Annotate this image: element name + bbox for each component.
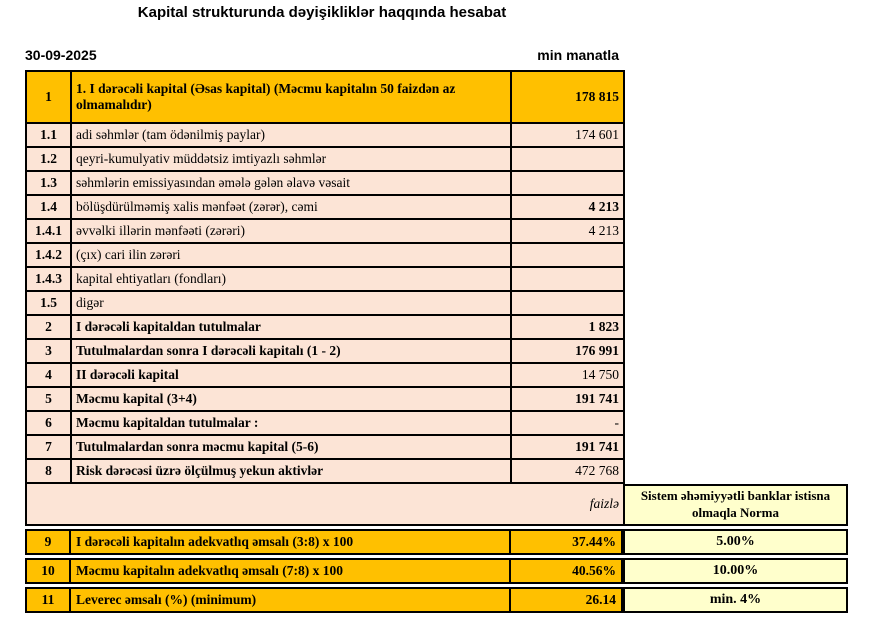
row-desc: Məcmu kapitaldan tutulmalar :	[71, 411, 511, 435]
meta-row	[25, 47, 619, 67]
row-desc: Tutulmalardan sonra məcmu kapital (5-6)	[71, 435, 511, 459]
norma-value: min. 4%	[623, 587, 848, 613]
capital-structure-table	[25, 70, 625, 526]
row-num: 6	[26, 411, 71, 435]
row-desc: I dərəcəli kapitalın adekvatlıq əmsalı (3:8) x 100	[71, 531, 511, 553]
row-value: 1 823	[511, 315, 624, 339]
ratio-row	[25, 529, 623, 555]
report-date: 30-09-2025	[25, 47, 97, 63]
row-desc: bölüşdürülməmiş xalis mənfəət (zərər), cəmi	[71, 195, 511, 219]
row-num: 9	[27, 531, 71, 553]
table-row	[26, 363, 624, 387]
row-num: 1.4	[26, 195, 71, 219]
table-row	[26, 291, 624, 315]
table-row	[26, 219, 624, 243]
ratio-row	[25, 558, 623, 584]
row-desc: Məcmu kapital (3+4)	[71, 387, 511, 411]
row-num: 11	[27, 589, 71, 611]
row-value: 14 750	[511, 363, 624, 387]
row-value: 40.56%	[572, 563, 616, 578]
row-value: 176 991	[511, 339, 624, 363]
page-title: Kapital strukturunda dəyişikliklər haqqında hesabat	[137, 4, 507, 21]
row-value	[511, 243, 624, 267]
row-num: 1.4.1	[26, 219, 71, 243]
row-num: 10	[27, 560, 71, 582]
unit-label: min manatla	[537, 47, 619, 63]
table-row	[26, 459, 624, 483]
row-desc: adi səhmlər (tam ödənilmiş paylar)	[71, 123, 511, 147]
row-value: 178 815	[511, 71, 624, 123]
row-num: 7	[26, 435, 71, 459]
ratio-rows	[25, 529, 623, 616]
row-desc: Leverec əmsalı (%) (minimum)	[71, 589, 511, 611]
row-value: 174 601	[511, 123, 624, 147]
row-value: 37.44%	[572, 534, 616, 549]
row-num: 5	[26, 387, 71, 411]
row-value: 26.14	[585, 592, 616, 607]
row-num: 1	[26, 71, 71, 123]
ratio-row	[25, 587, 623, 613]
table-row	[26, 71, 624, 123]
row-desc: Risk dərəcəsi üzrə ölçülmuş yekun aktivlər	[71, 459, 511, 483]
norma-value: 5.00%	[623, 529, 848, 555]
row-value	[511, 267, 624, 291]
row-value: 191 741	[511, 435, 624, 459]
table-row	[26, 315, 624, 339]
table-row	[26, 243, 624, 267]
table-row	[26, 483, 624, 525]
row-desc: II dərəcəli kapital	[71, 363, 511, 387]
row-num: 1.2	[26, 147, 71, 171]
row-desc: kapital ehtiyatları (fondları)	[71, 267, 511, 291]
norma-column	[623, 484, 848, 613]
table-row	[26, 387, 624, 411]
row-num: 1.4.2	[26, 243, 71, 267]
row-num: 2	[26, 315, 71, 339]
row-desc: Məcmu kapitalın adekvatlıq əmsalı (7:8) x 100	[71, 560, 511, 582]
table-row	[26, 171, 624, 195]
norma-value: 10.00%	[623, 558, 848, 584]
row-desc: digər	[71, 291, 511, 315]
norma-header: Sistem əhəmiyyətli banklar istisna olmaqla Norma	[623, 484, 848, 526]
row-num: 1.4.3	[26, 267, 71, 291]
row-num: 3	[26, 339, 71, 363]
row-desc: I dərəcəli kapitaldan tutulmalar	[71, 315, 511, 339]
table-row	[26, 123, 624, 147]
row-num: 1.5	[26, 291, 71, 315]
row-desc: əvvəlki illərin mənfəəti (zərəri)	[71, 219, 511, 243]
percent-unit-label: faizlə	[26, 483, 624, 525]
row-num: 1.1	[26, 123, 71, 147]
table-row	[26, 195, 624, 219]
table-row	[26, 411, 624, 435]
row-desc: (çıx) cari ilin zərəri	[71, 243, 511, 267]
table-row	[26, 435, 624, 459]
table-row	[26, 147, 624, 171]
row-value: 4 213	[511, 219, 624, 243]
row-value	[511, 147, 624, 171]
row-desc: Tutulmalardan sonra I dərəcəli kapitalı (1 - 2)	[71, 339, 511, 363]
row-value: 4 213	[511, 195, 624, 219]
row-num: 1.3	[26, 171, 71, 195]
table-row	[26, 339, 624, 363]
row-desc: qeyri-kumulyativ müddətsiz imtiyazlı səhmlər	[71, 147, 511, 171]
row-value: 472 768	[511, 459, 624, 483]
row-num: 4	[26, 363, 71, 387]
row-desc: 1. I dərəcəli kapital (Əsas kapital) (Məcmu kapitalın 50 faizdən az olmamalıdır)	[71, 71, 511, 123]
row-num: 8	[26, 459, 71, 483]
row-value	[511, 171, 624, 195]
row-value	[511, 291, 624, 315]
table-row	[26, 267, 624, 291]
row-value: 191 741	[511, 387, 624, 411]
row-desc: səhmlərin emissiyasından əmələ gələn əlavə vəsait	[71, 171, 511, 195]
row-value: -	[511, 411, 624, 435]
